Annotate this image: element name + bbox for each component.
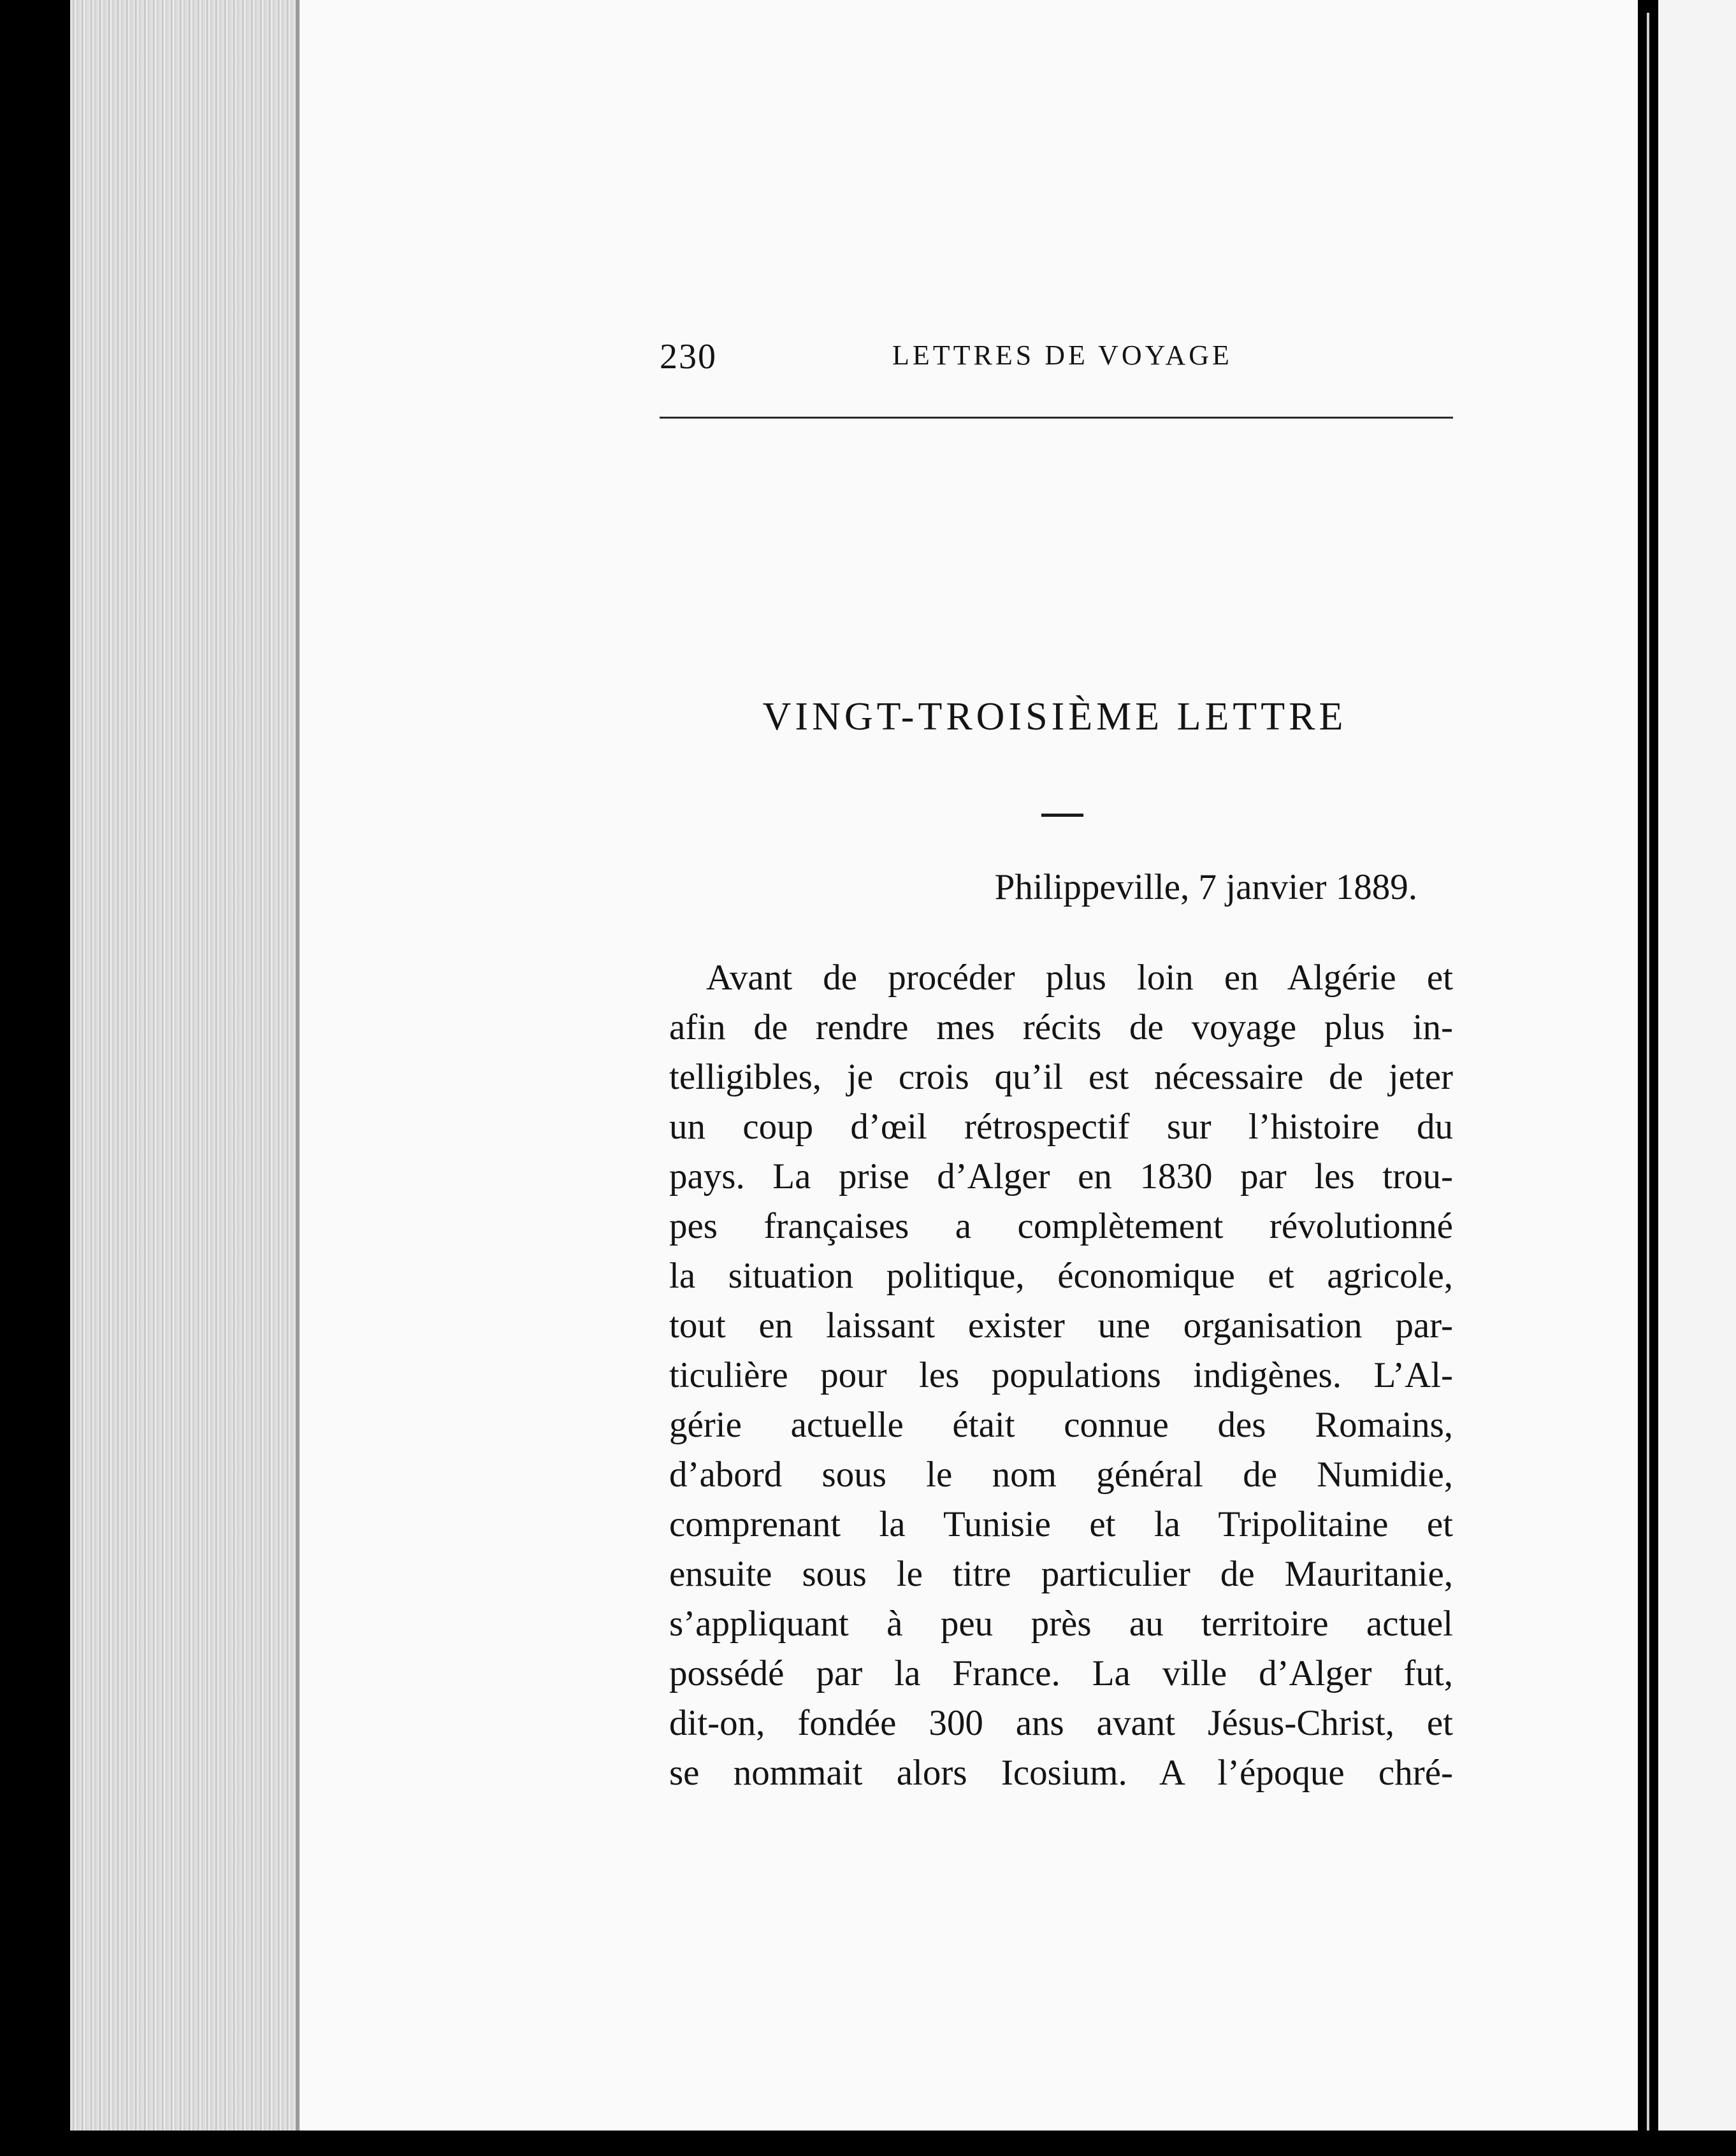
body-line: la situation politique, économique et agricole, bbox=[669, 1256, 1453, 1296]
body-line: afin de rendre mes récits de voyage plus in- bbox=[669, 1007, 1453, 1047]
dateline: Philippeville, 7 janvier 1889. bbox=[994, 867, 1417, 907]
body-line: pays. La prise d’Alger en 1830 par les trou- bbox=[669, 1156, 1453, 1197]
running-title: LETTRES DE VOYAGE bbox=[892, 340, 1233, 371]
book-gutter bbox=[1638, 0, 1658, 2156]
running-header bbox=[660, 325, 1453, 382]
body-line: dit-on, fondée 300 ans avant Jésus-Christ, et bbox=[669, 1703, 1453, 1743]
body-line: telligibles, je crois qu’il est nécessaire de jeter bbox=[669, 1057, 1453, 1097]
book-page-edges bbox=[70, 0, 300, 2156]
scan-border-left bbox=[0, 0, 70, 2156]
header-rule bbox=[660, 417, 1453, 419]
body-line: ticulière pour les populations indigènes. L’Al- bbox=[669, 1355, 1453, 1395]
title-dash bbox=[1041, 814, 1083, 817]
body-line: gérie actuelle était connue des Romains, bbox=[669, 1405, 1453, 1445]
body-line: ensuite sous le titre particulier de Mauritanie, bbox=[669, 1554, 1453, 1594]
chapter-title: VINGT-TROISIÈME LETTRE bbox=[762, 695, 1347, 738]
body-line: d’abord sous le nom général de Numidie, bbox=[669, 1455, 1453, 1495]
body-line: tout en laissant exister une organisation par- bbox=[669, 1305, 1453, 1346]
body-line: un coup d’œil rétrospectif sur l’histoire du bbox=[669, 1107, 1453, 1147]
body-line: comprenant la Tunisie et la Tripolitaine et bbox=[669, 1504, 1453, 1544]
facing-page-edge bbox=[1658, 0, 1736, 2156]
body-line: se nommait alors Icosium. A l’époque chré- bbox=[669, 1753, 1453, 1793]
body-line: s’appliquant à peu près au territoire actuel bbox=[669, 1604, 1453, 1644]
body-line: pes françaises a complètement révolutionné bbox=[669, 1206, 1453, 1246]
body-line: Avant de procéder plus loin en Algérie et bbox=[706, 958, 1453, 998]
page-number: 230 bbox=[660, 337, 717, 377]
scan-border-bottom bbox=[0, 2131, 1736, 2156]
body-line: possédé par la France. La ville d’Alger fut, bbox=[669, 1653, 1453, 1693]
